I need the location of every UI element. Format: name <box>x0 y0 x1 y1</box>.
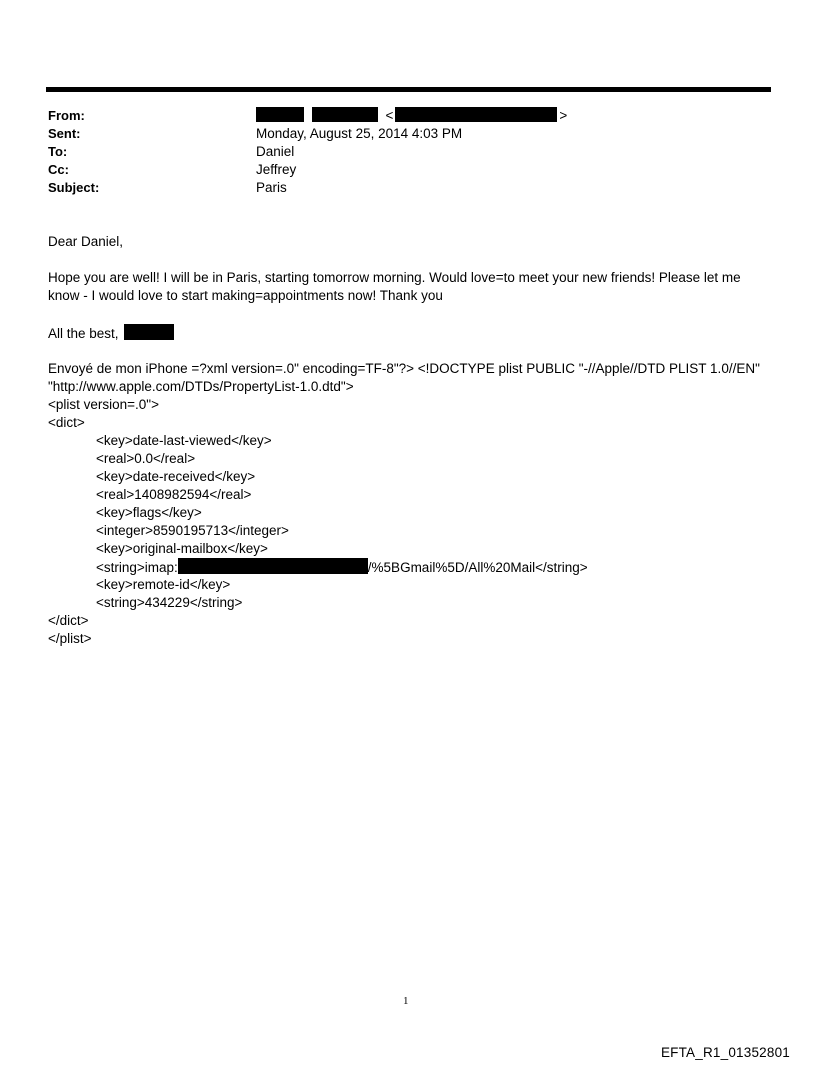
from-label: From: <box>48 108 85 123</box>
redaction-imap-account <box>178 558 368 574</box>
to-label: To: <box>48 144 68 159</box>
body-paragraph-line-1: Hope you are well! I will be in Paris, starting tomorrow morning. Would love=to meet your new friends! Please let me <box>48 270 741 285</box>
body-paragraph-line-2: know - I would love to start making=appointments now! Thank you <box>48 288 443 303</box>
signoff-line <box>48 324 174 343</box>
cc-value: Jeffrey <box>256 162 297 177</box>
header-rule <box>46 87 771 92</box>
subject-label: Subject: <box>48 180 100 195</box>
redaction-signature <box>124 324 174 340</box>
xml-line-9: <key>flags</key> <box>96 505 202 520</box>
xml-line-8: <real>1408982594</real> <box>96 487 252 502</box>
redaction-from-email <box>395 107 557 122</box>
xml-line-11: <key>original-mailbox</key> <box>96 541 268 556</box>
cc-label: Cc: <box>48 162 69 177</box>
xml-line-14: <string>434229</string> <box>96 595 243 610</box>
xml-line-1: Envoyé de mon iPhone =?xml version=.0" encoding=TF-8"?> <!DOCTYPE plist PUBLIC "-//Apple//DTD PLIST 1.0//EN" <box>48 361 760 376</box>
xml-line-5: <key>date-last-viewed</key> <box>96 433 272 448</box>
redaction-from-first-name <box>256 107 304 122</box>
signoff: All the best, <box>48 326 119 341</box>
from-bracket-close: > <box>559 108 568 123</box>
to-value: Daniel <box>256 144 295 159</box>
xml-line-16: </plist> <box>48 631 92 646</box>
xml-line-12 <box>96 558 588 577</box>
from-value <box>256 107 567 125</box>
xml-line-2: "http://www.apple.com/DTDs/PropertyList-1.0.dtd"> <box>48 379 354 394</box>
xml-line-4: <dict> <box>48 415 85 430</box>
xml-line-12-suffix: /%5BGmail%5D/All%20Mail</string> <box>367 560 588 575</box>
page-number: 1 <box>403 995 409 1007</box>
greeting: Dear Daniel, <box>48 234 124 249</box>
bates-number: EFTA_R1_01352801 <box>660 1045 790 1060</box>
xml-line-6: <real>0.0</real> <box>96 451 196 466</box>
sent-label: Sent: <box>48 126 81 141</box>
xml-line-13: <key>remote-id</key> <box>96 577 231 592</box>
subject-value: Paris <box>256 180 287 195</box>
from-bracket-open: < <box>385 108 394 123</box>
xml-line-15: </dict> <box>48 613 89 628</box>
redaction-from-last-name <box>312 107 378 122</box>
sent-value: Monday, August 25, 2014 4:03 PM <box>256 126 463 141</box>
xml-line-12-prefix: <string>imap: <box>96 560 178 575</box>
xml-line-7: <key>date-received</key> <box>96 469 256 484</box>
xml-line-3: <plist version=.0"> <box>48 397 159 412</box>
xml-line-10: <integer>8590195713</integer> <box>96 523 289 538</box>
